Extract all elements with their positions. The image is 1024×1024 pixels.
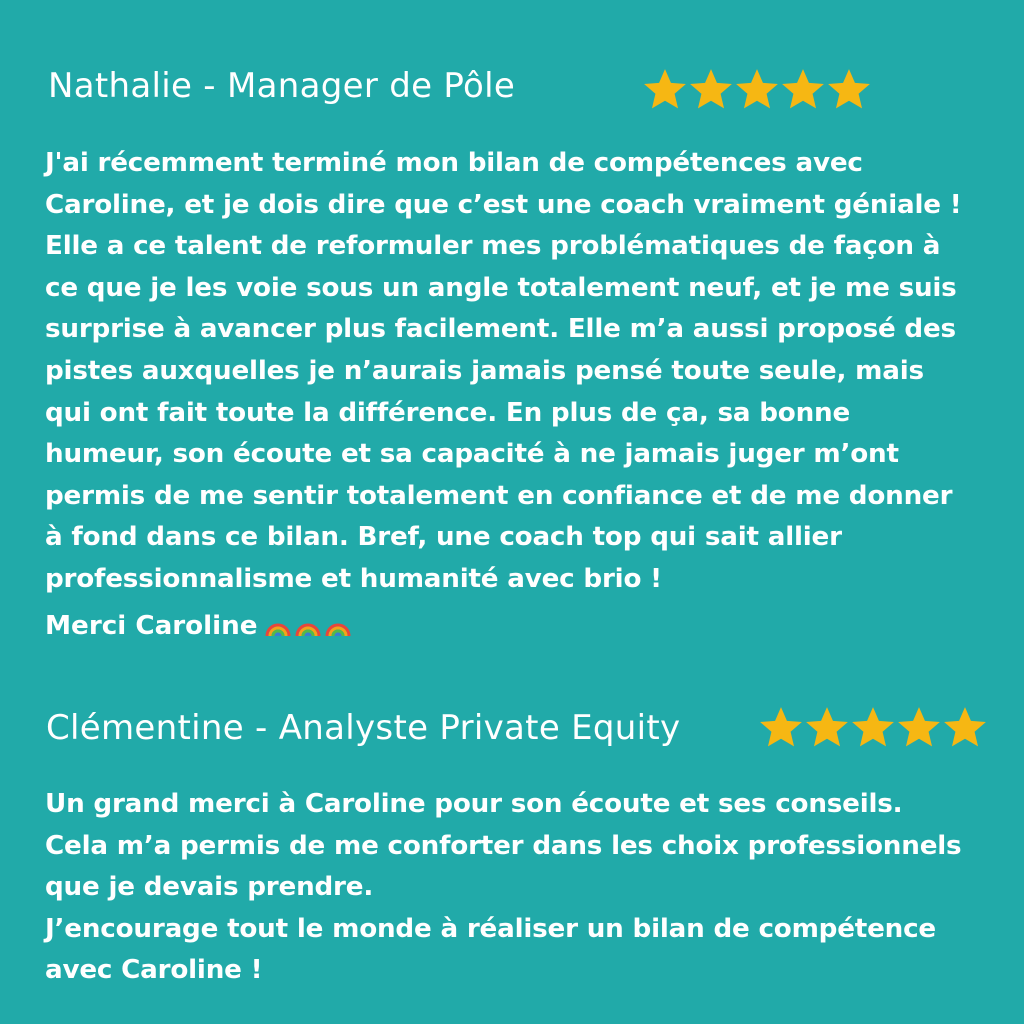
star-icon	[688, 66, 734, 112]
review-header	[0, 690, 1024, 770]
star-icon	[804, 704, 850, 750]
star-rating	[642, 66, 872, 112]
review-header	[0, 48, 1024, 128]
star-icon	[758, 704, 804, 750]
star-icon	[826, 66, 872, 112]
star-icon	[642, 66, 688, 112]
star-icon	[780, 66, 826, 112]
review-signoff	[45, 606, 352, 648]
star-icon	[850, 704, 896, 750]
review-text: J'ai récemment terminé mon bilan de compétences avec Caroline, et je dois dire que c’est une coach vraiment géniale ! Elle a ce talent de reformuler mes problématiques de façon à ce que je les voie sous un angle totalement neuf, et je me suis surprise à avancer plus facilement. Elle m’a aussi proposé des pistes auxquelles je n’aurais jamais pensé toute seule, mais qui ont fait toute la différence. En plus de ça, sa bonne humeur, son écoute et sa capacité à ne jamais juger m’ont permis de me sentir totalement en confiance et de me donner à fond dans ce bilan. Bref, une coach top qui sait allier professionnalisme et humanité avec brio !	[45, 148, 962, 594]
star-icon	[896, 704, 942, 750]
reviewer-name: Nathalie - Manager de Pôle	[48, 66, 516, 106]
star-icon	[942, 704, 988, 750]
rainbow-icon	[294, 617, 322, 637]
signoff-text: Merci Caroline	[45, 611, 258, 641]
rainbow-emoji-group	[264, 617, 352, 637]
rainbow-icon	[324, 617, 352, 637]
rainbow-icon	[264, 617, 292, 637]
star-rating	[758, 704, 988, 750]
reviewer-name: Clémentine - Analyste Private Equity	[46, 708, 681, 748]
star-icon	[734, 66, 780, 112]
review-text: Un grand merci à Caroline pour son écoute et ses conseils. Cela m’a permis de me conforter dans les choix professionnels que je devais prendre. J’encourage tout le monde à réaliser un bilan de compétence avec Caroline !	[45, 789, 962, 986]
